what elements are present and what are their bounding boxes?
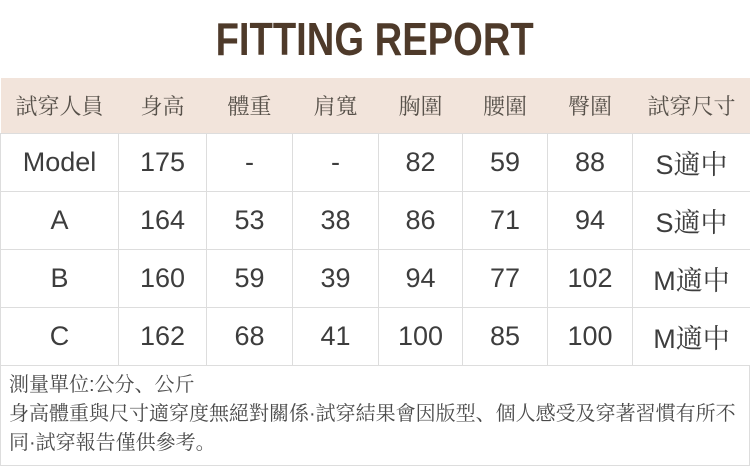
cell-bust: 86 [379, 191, 463, 249]
cell-fitted-size: M適中 [633, 307, 750, 365]
col-header-waist: 腰圍 [463, 78, 548, 133]
cell-hip: 88 [548, 133, 633, 191]
table-body [1, 133, 750, 365]
col-header-weight: 體重 [207, 78, 293, 133]
table-row [1, 307, 750, 365]
cell-tester: B [1, 249, 119, 307]
cell-weight: - [207, 133, 293, 191]
cell-hip: 100 [548, 307, 633, 365]
cell-weight: 68 [207, 307, 293, 365]
table-row [1, 249, 750, 307]
measurement-notes [0, 366, 750, 466]
cell-bust: 82 [379, 133, 463, 191]
cell-waist: 59 [463, 133, 548, 191]
cell-hip: 94 [548, 191, 633, 249]
table-row [1, 191, 750, 249]
table-row [1, 133, 750, 191]
cell-bust: 100 [379, 307, 463, 365]
title-bar [0, 0, 750, 78]
col-header-tester: 試穿人員 [1, 78, 119, 133]
cell-waist: 85 [463, 307, 548, 365]
col-header-shoulder: 肩寬 [293, 78, 379, 133]
cell-height: 160 [119, 249, 207, 307]
table-header [1, 78, 750, 133]
note-units: 測量單位:公分、公斤 [9, 373, 195, 396]
cell-height: 162 [119, 307, 207, 365]
cell-tester: A [1, 191, 119, 249]
cell-weight: 53 [207, 191, 293, 249]
col-header-bust: 胸圍 [379, 78, 463, 133]
note-disclaimer: 身高體重與尺寸適穿度無絕對關係·試穿結果會因版型、個人感受及穿著習慣有所不同·試穿報告僅供參考。 [9, 402, 736, 454]
cell-weight: 59 [207, 249, 293, 307]
page-title: FITTING REPORT [215, 13, 535, 65]
cell-shoulder: 41 [293, 307, 379, 365]
cell-waist: 77 [463, 249, 548, 307]
cell-fitted-size: S適中 [633, 191, 750, 249]
col-header-height: 身高 [119, 78, 207, 133]
cell-fitted-size: M適中 [633, 249, 750, 307]
cell-shoulder: 39 [293, 249, 379, 307]
cell-hip: 102 [548, 249, 633, 307]
cell-height: 164 [119, 191, 207, 249]
cell-height: 175 [119, 133, 207, 191]
cell-waist: 71 [463, 191, 548, 249]
col-header-fitted-size: 試穿尺寸 [633, 78, 750, 133]
cell-bust: 94 [379, 249, 463, 307]
cell-tester: Model [1, 133, 119, 191]
header-row [1, 78, 750, 133]
col-header-hip: 臀圍 [548, 78, 633, 133]
cell-fitted-size: S適中 [633, 133, 750, 191]
cell-shoulder: - [293, 133, 379, 191]
cell-shoulder: 38 [293, 191, 379, 249]
cell-tester: C [1, 307, 119, 365]
fitting-table [0, 78, 750, 366]
